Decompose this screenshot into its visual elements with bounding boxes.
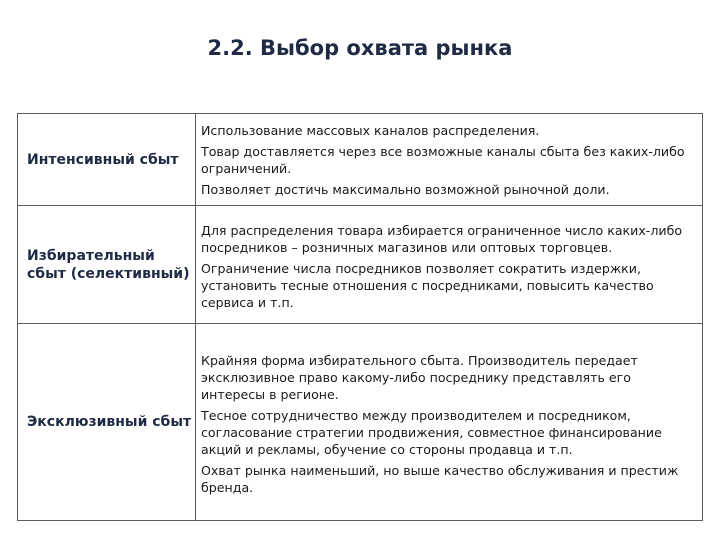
description-paragraph: Товар доставляется через все возможные каналы сбыта без каких-либо ограничений. [201, 144, 685, 176]
row-description-exclusive [196, 324, 703, 521]
description-paragraph: Ограничение числа посредников позволяет сократить издержки, установить тесные отношения с посредниками, повысить качество сервиса и т.п. [201, 261, 654, 310]
row-description-intensive [196, 114, 703, 206]
page-title: 2.2. Выбор охвата рынка [207, 36, 513, 60]
table-row-exclusive [18, 324, 703, 521]
description-paragraph: Тесное сотрудничество между производителем и посредником, согласование стратегии продвижения, совместное финансирование акций и рекламы, обучение со стороны продавца и т.п. [201, 408, 662, 457]
description-paragraph: Позволяет достичь максимально возможной рыночной доли. [201, 182, 610, 197]
description-paragraph: Для распределения товара избирается ограниченное число каких-либо посредников – розничных магазинов или оптовых торговцев. [201, 223, 683, 255]
table-row-selective [18, 206, 703, 324]
description-paragraph: Охват рынка наименьший, но выше качество обслуживания и престиж бренда. [201, 463, 679, 495]
description-paragraph: Использование массовых каналов распределения. [201, 123, 540, 138]
row-label-intensive: Интенсивный сбыт [18, 114, 196, 206]
row-label-selective: Избирательный сбыт (селективный) [18, 206, 196, 324]
row-label-exclusive: Эксклюзивный сбыт [18, 324, 196, 521]
market-coverage-table [17, 113, 703, 521]
table-row-intensive [18, 114, 703, 206]
description-paragraph: Крайняя форма избирательного сбыта. Производитель передает эксклюзивное право какому-либо посреднику представлять его интересы в регионе. [201, 353, 638, 402]
row-description-selective [196, 206, 703, 324]
